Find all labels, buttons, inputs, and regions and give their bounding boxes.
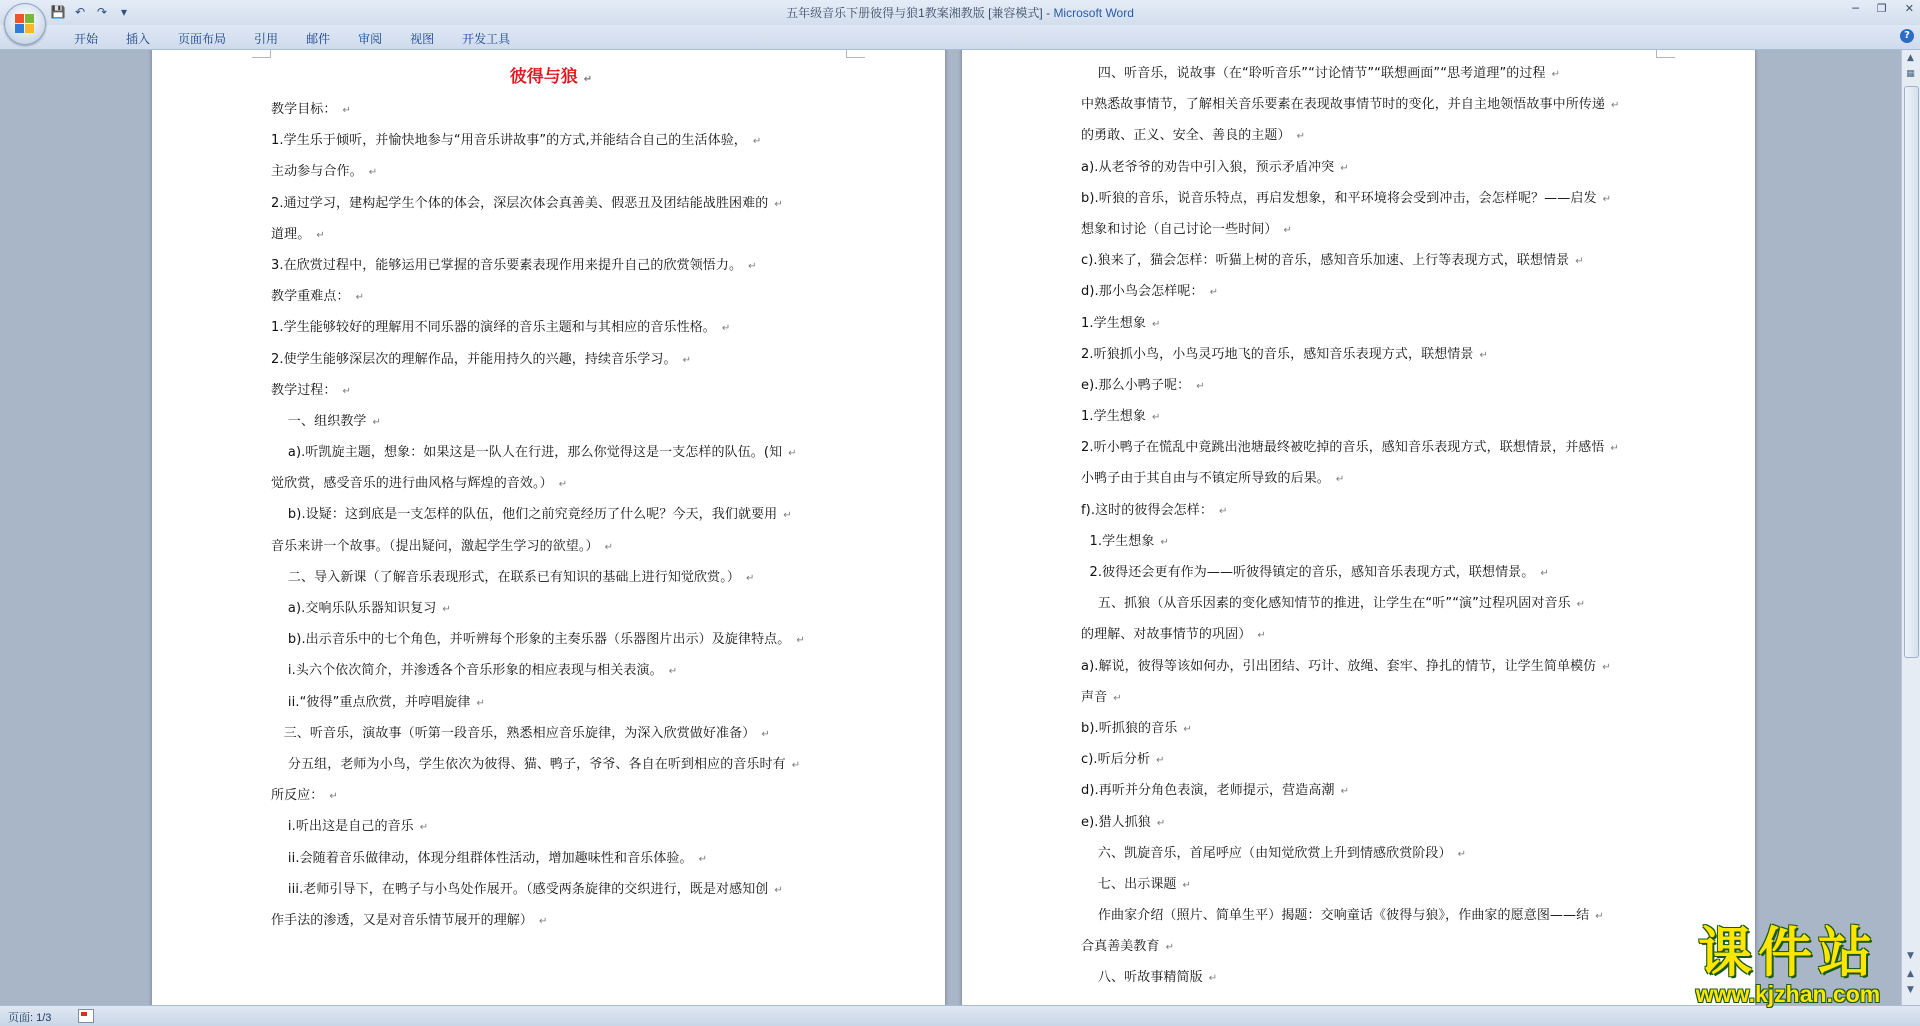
redo-icon[interactable]: ↷ (96, 5, 108, 19)
text-line (271, 219, 831, 250)
line-text: 二、导入新课（了解音乐表现形式，在联系已有知识的基础上进行知觉欣赏。） (271, 569, 740, 585)
paragraph-mark-icon: ↵ (1479, 349, 1488, 361)
ribbon (0, 25, 1920, 50)
paragraph-mark-icon: ↵ (1152, 318, 1161, 330)
paragraph-mark-icon: ↵ (1576, 599, 1586, 611)
line-text: 的勇敢、正义、安全、善良的主题） (1081, 128, 1291, 144)
paragraph-mark-icon: ↵ (698, 853, 708, 865)
line-text: 一、组织教学 (271, 413, 367, 429)
line-text: 2.听小鸭子在慌乱中竟跳出池塘最终被吃掉的音乐，感知音乐表现方式，联想情景，并感悟 (1081, 440, 1605, 456)
paragraph-mark-icon: ↵ (1551, 69, 1561, 80)
paragraph-mark-icon: ↵ (316, 229, 325, 241)
tab-4[interactable]: 邮件 (306, 32, 331, 46)
tab-1[interactable]: 插入 (126, 32, 151, 46)
paragraph-mark-icon: ↵ (1296, 131, 1306, 143)
paragraph-mark-icon: ↵ (1595, 911, 1604, 923)
text-line (271, 344, 831, 375)
line-text: 六、凯旋音乐，首尾呼应（由知觉欣赏上升到情感欣赏阶段） (1081, 845, 1452, 861)
paragraph-mark-icon: ↵ (752, 136, 762, 148)
text-line (271, 874, 831, 905)
text-line (271, 562, 831, 593)
scrollbar-thumb[interactable] (1904, 86, 1919, 658)
right-text-lines (1081, 58, 1646, 994)
line-text: d).再听并分角色表演，老师提示，营造高潮 (1081, 783, 1335, 799)
maximize-icon[interactable]: ❐ (1876, 2, 1887, 15)
paragraph-mark-icon: ↵ (355, 292, 365, 304)
line-text: a).解说，彼得等该如何办，引出团结、巧计、放绳、套牢、挣扎的情节，让学生简单模仿 (1081, 658, 1597, 674)
text-line (1081, 526, 1646, 557)
text-line (1081, 401, 1646, 432)
text-line (271, 406, 831, 437)
text-line (1081, 619, 1646, 650)
crop-mark (252, 50, 271, 58)
text-line (271, 250, 831, 281)
line-text: 教学重难点： (271, 289, 350, 305)
paragraph-mark-icon: ↵ (442, 604, 451, 615)
line-text: a).从老爷爷的劝告中引入狼，预示矛盾冲突 (1081, 159, 1335, 175)
paragraph-mark-icon: ↵ (774, 884, 783, 896)
line-text: 小鸭子由于其自由与不镇定所导致的后果。 (1081, 471, 1330, 487)
line-text: 1.学生想象 (1081, 409, 1147, 425)
paragraph-mark-icon: ↵ (1165, 942, 1175, 954)
paragraph-mark-icon: ↵ (1457, 848, 1467, 860)
paragraph-mark-icon: ↵ (539, 915, 548, 927)
text-line (271, 531, 831, 562)
paragraph-mark-icon: ↵ (788, 448, 797, 460)
line-text: 3.在欣赏过程中，能够运用已掌握的音乐要素表现作用来提升自己的欣赏领悟力。 (271, 257, 743, 273)
paragraph-mark-icon: ↵ (342, 385, 351, 397)
document-workspace (0, 50, 1902, 1005)
crop-mark (1656, 50, 1675, 58)
paragraph-mark-icon: ↵ (783, 510, 792, 522)
paragraph-mark-icon: ↵ (329, 791, 338, 803)
line-text: 中熟悉故事情节，了解相关音乐要素在表现故事情节时的变化，并自主地领悟故事中所传递 (1081, 97, 1606, 113)
window-controls (1852, 2, 1914, 15)
paragraph-mark-icon: ↵ (1208, 973, 1218, 985)
tab-6[interactable]: 视图 (410, 32, 435, 46)
text-line (271, 811, 831, 842)
paragraph-mark-icon: ↵ (1540, 568, 1549, 579)
text-line (1081, 682, 1646, 713)
paragraph-mark-icon: ↵ (1257, 630, 1266, 642)
text-line (271, 687, 831, 718)
text-line (271, 312, 831, 343)
line-text: 2.听狼抓小鸟，小鸟灵巧地飞的音乐，感知音乐表现方式，联想情景 (1081, 346, 1474, 362)
ribbon-tabs (60, 29, 524, 48)
page-count[interactable]: 页面: 1/3 (8, 1012, 52, 1024)
line-text: 想象和讨论（自己讨论一些时间） (1081, 221, 1278, 237)
line-text: 主动参与合作。 (271, 164, 363, 180)
line-text: iii.老师引导下，在鸭子与小鸟处作展开。（感受两条旋律的交织进行，既是对感知创 (271, 881, 769, 897)
paragraph-mark-icon: ↵ (1340, 786, 1350, 798)
text-line (1081, 58, 1646, 89)
paragraph-mark-icon: ↵ (1113, 692, 1122, 704)
document-page-right[interactable] (962, 50, 1755, 1005)
text-line (271, 843, 831, 874)
text-line (1081, 931, 1646, 962)
left-text-lines (271, 94, 831, 936)
paragraph-mark-icon: ↵ (1156, 817, 1166, 829)
line-text: 所反应： (271, 788, 324, 804)
text-line (1081, 308, 1646, 339)
office-button[interactable] (4, 3, 46, 45)
document-title: 五年级音乐下册彼得与狼1教案湘教版 [兼容模式] - (786, 6, 1054, 20)
paragraph-mark-icon: ↵ (1611, 100, 1620, 112)
window-title (0, 4, 1920, 21)
undo-icon[interactable]: ↶ (74, 5, 86, 19)
line-text: 的理解、对故事情节的巩固） (1081, 627, 1252, 643)
line-text: 音乐来讲一个故事。（提出疑问，激起学生学习的欲望。） (271, 538, 599, 554)
watermark-url: www.kjzhan.com (1695, 981, 1881, 1007)
tab-0[interactable]: 开始 (74, 32, 99, 46)
text-line (1081, 152, 1646, 183)
text-line (1081, 276, 1646, 307)
text-line (271, 499, 831, 530)
paragraph-mark-icon: ↵ (1610, 443, 1619, 455)
office-logo-icon (15, 14, 35, 34)
line-text: i.头六个依次简介，并渗透各个音乐形象的相应表现与相关表演。 (271, 663, 663, 679)
line-text: b).设疑：这到底是一支怎样的队伍，他们之前究竟经历了什么呢？今天，我们就要用 (271, 507, 778, 523)
text-line (1081, 869, 1646, 900)
paragraph-mark-icon: ↵ (1218, 505, 1228, 517)
tab-2[interactable]: 页面布局 (178, 32, 227, 46)
text-line (271, 437, 831, 468)
watermark-text: 课件站 (1698, 920, 1878, 984)
text-line (271, 188, 831, 219)
text-line (271, 905, 831, 936)
app-name: Microsoft Word (1053, 6, 1134, 20)
tab-3[interactable]: 引用 (254, 32, 279, 46)
line-text: 四、听音乐，说故事（在“聆听音乐”“讨论情节”“联想画面”“思考道理”的过程 (1081, 66, 1546, 81)
text-line (1081, 183, 1646, 214)
line-text: f).这时的彼得会怎样： (1081, 502, 1213, 518)
left-page-content (271, 60, 831, 936)
text-line (271, 375, 831, 406)
heading-text: 彼得与狼 (509, 67, 578, 87)
text-line (1081, 463, 1646, 494)
paragraph-mark-icon: ↵ (1152, 412, 1161, 424)
watermark-logo (1674, 920, 1902, 1007)
line-text: ii.“彼得”重点欣赏，并哼唱旋律 (271, 694, 471, 710)
text-line (1081, 370, 1646, 401)
save-icon[interactable]: 💾 (50, 5, 66, 19)
line-text: 觉欣赏，感受音乐的进行曲风格与辉煌的音效。） (271, 476, 553, 492)
paragraph-mark-icon: ↵ (668, 666, 678, 678)
paragraph-mark-icon: ↵ (368, 167, 378, 179)
text-line (1081, 339, 1646, 370)
line-text: c).狼来了，猫会怎样：听猫上树的音乐，感知音乐加速、上行等表现方式，联想情景 (1081, 253, 1570, 269)
text-line (271, 718, 831, 749)
close-icon[interactable]: ✕ (1904, 2, 1914, 15)
line-text: 1.学生乐于倾听，并愉快地参与“用音乐讲故事”的方式,并能结合自己的生活体验， (271, 133, 747, 149)
text-line (271, 593, 831, 624)
paragraph-mark-icon: ↵ (1156, 755, 1165, 767)
paragraph-mark-icon: ↵ (796, 635, 805, 647)
line-text: 1.学生能够较好的理解用不同乐器的演绎的音乐主题和与其相应的音乐性格。 (271, 320, 716, 336)
paragraph-mark-icon: ↵ (1340, 162, 1349, 174)
document-heading (271, 60, 831, 94)
scroll-up-icon[interactable]: ▲ (1907, 53, 1914, 63)
line-text: a).听凯旋主题，想象：如果这是一队人在行进，那么你觉得这是一支怎样的队伍。(知 (271, 445, 783, 461)
line-text: e).那么小鸭子呢： (1081, 377, 1191, 393)
document-page-left[interactable] (152, 50, 945, 1005)
text-line (1081, 245, 1646, 276)
line-text: 八、听故事精简版 (1081, 970, 1203, 986)
text-line (271, 655, 831, 686)
text-line (1081, 900, 1646, 931)
line-text: c).听后分析 (1081, 752, 1151, 768)
paragraph-mark-icon: ↵ (1335, 474, 1345, 486)
text-line (1081, 588, 1646, 619)
line-text: 五、抓狼（从音乐因素的变化感知情节的推进，让学生在“听”“演”过程巩固对音乐 (1081, 596, 1571, 612)
tab-7[interactable]: 开发工具 (462, 32, 511, 46)
text-line (1081, 962, 1646, 993)
ruler-toggle-icon[interactable]: ▦ (1906, 69, 1915, 79)
customize-toolbar-icon[interactable]: ▾ (120, 5, 128, 19)
text-line (1081, 807, 1646, 838)
text-line (271, 468, 831, 499)
paragraph-mark-icon: ↵ (748, 260, 757, 272)
paragraph-mark-icon: ↵ (1283, 224, 1292, 236)
paragraph-mark-icon: ↵ (419, 822, 429, 834)
text-line (271, 125, 831, 156)
line-text: 声音 (1081, 689, 1108, 705)
text-line (271, 94, 831, 125)
help-icon[interactable]: ? (1900, 29, 1914, 43)
line-text: 道理。 (271, 226, 311, 242)
title-bar (0, 0, 1920, 26)
line-text: 2.彼得还会更有作为——听彼得镇定的音乐，感知音乐表现方式，联想情景。 (1081, 565, 1535, 580)
paragraph-mark-icon: ↵ (745, 572, 755, 584)
line-text: 教学目标： (271, 102, 337, 117)
minimize-icon[interactable]: ─ (1852, 2, 1859, 15)
line-text: 2.通过学习，建构起学生个体的体会，深层次体会真善美、假恶丑及团结能战胜困难的 (271, 195, 769, 211)
text-line (1081, 713, 1646, 744)
paragraph-mark-icon: ↵ (342, 105, 351, 116)
text-line (1081, 651, 1646, 682)
text-line (1081, 557, 1646, 588)
line-text: 合真善美教育 (1081, 939, 1160, 955)
paragraph-mark-icon: ↵ (721, 323, 731, 335)
scroll-down-icon[interactable]: ▼ (1907, 951, 1914, 961)
line-text: b).听狼的音乐，说音乐特点，再启发想象，和平环境将会受到冲击，会怎样呢？——启发 (1081, 190, 1597, 206)
line-text: b).听抓狼的音乐 (1081, 720, 1178, 736)
line-text: 七、出示课题 (1081, 876, 1177, 892)
line-text: 分五组，老师为小鸟，学生依次为彼得、猫、鸭子，爷爷、各自在听到相应的音乐时有 (271, 756, 786, 772)
paragraph-mark-icon: ↵ (774, 198, 783, 210)
line-text: 1.学生想象 (1081, 533, 1155, 549)
line-text: 三、听音乐，演故事（听第一段音乐，熟悉相应音乐旋律，为深入欣赏做好准备） (271, 725, 756, 741)
text-line (271, 780, 831, 811)
tab-5[interactable]: 审阅 (358, 32, 383, 46)
text-line (271, 281, 831, 312)
paragraph-mark-icon: ↵ (682, 354, 692, 366)
line-text: d).那小鸟会怎样呢： (1081, 284, 1204, 300)
paragraph-mark-icon: ↵ (1182, 879, 1192, 891)
line-text: i.听出这是自己的音乐 (271, 819, 414, 835)
line-text: a).交响乐队乐器知识复习 (271, 601, 437, 616)
line-text: 作手法的渗透，又是对音乐情节展开的理解） (271, 912, 534, 928)
next-page-icon[interactable]: ▼ (1907, 985, 1914, 995)
line-text: e).猎人抓狼 (1081, 814, 1151, 830)
text-line (1081, 495, 1646, 526)
crop-mark (846, 50, 865, 58)
paragraph-mark-icon: ↵ (1160, 536, 1169, 548)
line-text: 1.学生想象 (1081, 315, 1147, 331)
paragraph-mark-icon: ↵ (1602, 193, 1612, 205)
paragraph-mark-icon: ↵ (558, 479, 568, 491)
status-bar (0, 1005, 1920, 1026)
paragraph-mark-icon: ↵ (372, 416, 382, 428)
paragraph-mark-icon: ↵ (791, 759, 801, 771)
paragraph-mark-icon: ↵ (583, 74, 593, 85)
paragraph-mark-icon: ↵ (476, 697, 485, 709)
vertical-scrollbar[interactable] (1901, 50, 1920, 1005)
paragraph-mark-icon: ↵ (761, 728, 770, 740)
proofing-icon[interactable] (78, 1009, 94, 1023)
text-line (1081, 214, 1646, 245)
line-text: b).出示音乐中的七个角色，并听辨每个形象的主奏乐器（乐器图片出示）及旋律特点。 (271, 632, 791, 648)
line-text: 2.使学生能够深层次的理解作品，并能用持久的兴趣，持续音乐学习。 (271, 351, 677, 367)
text-line (271, 624, 831, 655)
previous-page-icon[interactable]: ▲ (1907, 969, 1914, 979)
text-line (1081, 775, 1646, 806)
line-text: 教学过程： (271, 382, 337, 398)
paragraph-mark-icon: ↵ (1209, 287, 1219, 299)
paragraph-mark-icon: ↵ (1196, 380, 1205, 392)
paragraph-mark-icon: ↵ (1183, 723, 1192, 735)
text-line (1081, 89, 1646, 120)
text-line (271, 749, 831, 780)
line-text: 作曲家介绍（照片、简单生平）揭题：交响童话《彼得与狼》，作曲家的愿意图——结 (1081, 908, 1590, 924)
text-line (1081, 838, 1646, 869)
text-line (1081, 120, 1646, 151)
text-line (1081, 432, 1646, 463)
text-line (1081, 744, 1646, 775)
right-page-content (1081, 58, 1646, 994)
paragraph-mark-icon: ↵ (1575, 256, 1584, 268)
text-line (271, 156, 831, 187)
paragraph-mark-icon: ↵ (604, 541, 614, 553)
paragraph-mark-icon: ↵ (1602, 661, 1611, 673)
line-text: ii.会随着音乐做律动，体现分组群体性活动，增加趣味性和音乐体验。 (271, 850, 693, 866)
